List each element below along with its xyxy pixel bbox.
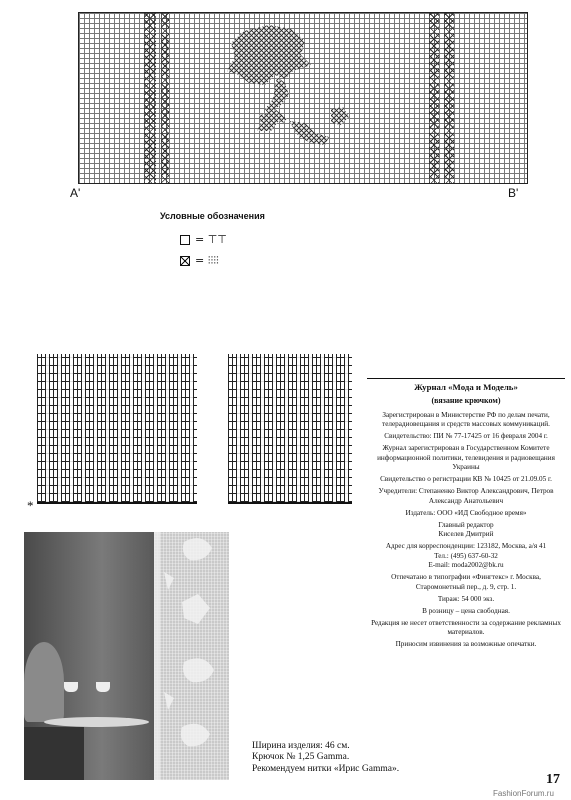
project-specs	[252, 741, 399, 775]
spec-yarn: Рекомендуем нитки «Ирис Gamma».	[252, 763, 400, 774]
imprint-rule	[367, 378, 565, 379]
curtain-rose-pattern	[154, 532, 229, 780]
watermark: FashionForum.ru	[493, 789, 554, 798]
imprint-line: Учредители: Степаненко Виктор Александрович, Петров Александр Анатольевич	[378, 487, 554, 505]
imprint-line: Тираж: 54 000 экз.	[437, 594, 495, 603]
imprint-line: Адрес для корреспонденции: 123182, Москва, а/я 41	[385, 542, 547, 551]
imprint-line: Киселев Дмитрий	[438, 530, 494, 539]
imprint-block	[367, 378, 565, 652]
photo-cup-1	[64, 682, 78, 692]
imprint-line: Отпечатано в типографии «Фингтекс» г. Москва, Старомонетный пер., д. 9, стр. 1.	[391, 573, 541, 591]
photo-foreground	[24, 727, 84, 780]
rose-motif	[79, 13, 529, 185]
row-start-mark: *	[27, 498, 34, 513]
journal-subtitle: (вязание крючком)	[431, 396, 501, 406]
photo-curtain	[154, 532, 229, 780]
crossed-square-icon	[180, 256, 190, 266]
marker-a: A'	[70, 186, 81, 200]
legend-open-symbol: = ⊤⊤	[195, 233, 227, 246]
marker-b: B'	[508, 186, 519, 200]
imprint-line: Приносим извинения за возможные опечатки.	[395, 640, 537, 649]
imprint-email[interactable]: E-mail: moda2002@bk.ru	[428, 561, 504, 570]
imprint-line: Свидетельство: ПИ № 77-17425 от 16 февраля 2004 г.	[384, 432, 548, 441]
legend-filled-symbol: = ⫶⫶⫶⫶	[195, 254, 219, 267]
journal-title: Журнал «Мода и Модель»	[414, 382, 518, 392]
imprint-line: Главный редактор	[438, 520, 494, 529]
imprint-line: Тел.: (495) 637-60-32	[434, 551, 498, 560]
legend-open-mesh	[180, 233, 227, 246]
product-photo	[24, 532, 229, 780]
filet-chart	[78, 12, 528, 184]
spec-hook: Крючок № 1,25 Gamma.	[252, 752, 350, 763]
imprint-line: Свидетельство о регистрации КВ № 10425 от 21.09.05 г.	[380, 475, 552, 484]
photo-cup-2	[96, 682, 110, 692]
stitch-chart-left	[37, 354, 197, 504]
imprint-line: Журнал зарегистрирован в Государственном Комитете информационной политики, телевидения и радиовещания Украины	[377, 444, 555, 472]
imprint-line: Издатель: ООО «ИД Свободное время»	[405, 508, 527, 517]
imprint-line: Зарегистрирован в Министерстве РФ по делам печати, телерадиовещания и средств массовых коммуникаций.	[382, 410, 550, 429]
spec-width: Ширина изделия: 46 см.	[252, 741, 350, 751]
imprint-line: В розницу – цена свободная.	[422, 606, 510, 615]
open-square-icon	[180, 235, 190, 245]
legend-filled-mesh	[180, 254, 219, 268]
page-number: 17	[546, 772, 560, 787]
imprint-line: Редакция не несет ответственности за содержание рекламных материалов.	[371, 618, 561, 637]
photo-flowers	[24, 642, 64, 722]
photo-table	[44, 717, 149, 727]
stitch-chart-right	[228, 354, 352, 504]
legend-title: Условные обозначения	[160, 211, 265, 221]
